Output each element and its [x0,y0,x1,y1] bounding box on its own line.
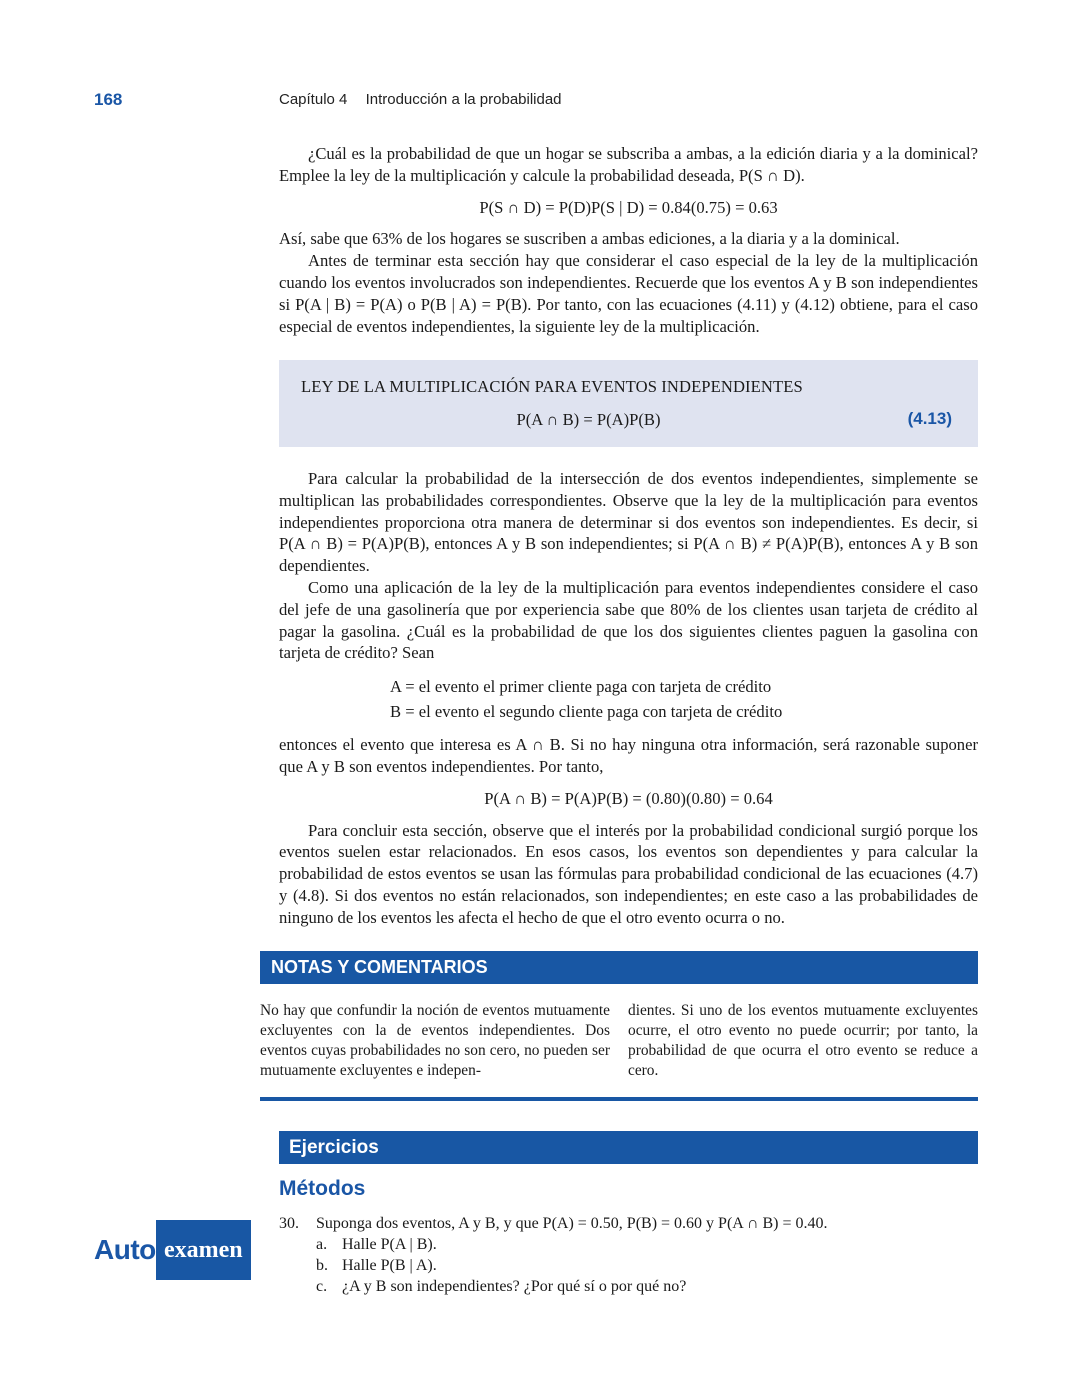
part-label: a. [316,1236,328,1253]
part-text: ¿A y B son independientes? ¿Por qué sí o por qué no? [342,1278,687,1295]
exercise-30 [279,1213,978,1297]
definition-b: B = el evento el segundo cliente paga con tarjeta de crédito [390,702,783,722]
paragraph: Como una aplicación de la ley de la multiplicación para eventos independientes considere el caso del jefe de una gasolinería que por experiencia sabe que 80% de los clientes usan tarjeta de crédito al pagar la gasolina. ¿Cuál es la probabilidad de que los dos siguientes clientes paguen la gasolina con tarjeta de crédito? Sean [279,577,978,663]
exercise-number: 30. [279,1215,299,1232]
equation: P(A ∩ B) = P(A)P(B) = (0.80)(0.80) = 0.64 [484,788,773,808]
notes-header: NOTAS Y COMENTARIOS [260,951,978,984]
formula-box-formula: P(A ∩ B) = P(A)P(B) [516,410,661,430]
equation-number: (4.13) [907,409,952,429]
paragraph: Para concluir esta sección, observe que el interés por la probabilidad condicional surgió porque los eventos suelen estar relacionados. En esos casos, los eventos son dependientes y para calcular la probabilidad de estos eventos se usan las fórmulas para probabilidad condicional de las ecuaciones (4.7) y (4.8). Si dos eventos no están relacionados, son independientes; en este caso a las probabilidades de ninguno de los eventos les afecta el hecho de que el otro evento ocurra o no. [279,820,978,927]
part-label: b. [316,1257,328,1274]
paragraph: ¿Cuál es la probabilidad de que un hogar se subscriba a ambas, a la edición diaria y a la dominical? Emplee la ley de la multiplicación y calcule la probabilidad deseada, P(S ∩ D). [279,144,978,185]
paragraph: Antes de terminar esta sección hay que considerar el caso especial de la ley de la multiplicación cuando los eventos involucrados son independientes. Recuerde que los eventos A y B son independientes si P(A | B) = P(A) o P(B | A) = P(B). Por tanto, con las ecuaciones (4.11) y (4.12) obtiene, para el caso especial de eventos independientes, la siguiente ley de la multiplicación. [279,251,978,336]
methods-heading: Métodos [279,1177,366,1200]
notes-divider [260,1097,978,1101]
paragraph: entonces el evento que interesa es A ∩ B. Si no hay ninguna otra información, será razonable suponer que A y B son eventos independientes. Por tanto, [279,735,978,776]
exercise-part [279,1234,978,1255]
definitions [390,674,978,724]
exercises-header: Ejercicios [279,1131,978,1164]
paragraph: Así, sabe que 63% de los hogares se suscriben a ambas ediciones, a la diaria y a la dominical. [279,229,900,249]
part-text: Halle P(A | B). [342,1236,437,1253]
exercise-text: Suponga dos eventos, A y B, y que P(A) = 0.50, P(B) = 0.60 y P(A ∩ B) = 0.40. [316,1215,828,1232]
page-number: 168 [94,90,123,109]
chapter-title: Introducción a la probabilidad [365,91,562,108]
equation: P(S ∩ D) = P(D)P(S | D) = 0.84(0.75) = 0.63 [479,197,778,217]
part-text: Halle P(B | A). [342,1257,437,1274]
formula-box-title: LEY DE LA MULTIPLICACIÓN PARA EVENTOS INDEPENDIENTES [301,377,803,397]
notes-body [260,1001,978,1081]
paragraph: Para calcular la probabilidad de la intersección de dos eventos independientes, simplemente se multiplican las probabilidades correspondientes. Observe que la ley de la multiplicación para eventos independientes proporciona otra manera de determinar si dos eventos son independientes. Es decir, si P(A ∩ B) = P(A)P(B), entonces A y B son independientes; si P(A ∩ B) ≠ P(A)P(B), entonces A y B son dependientes. [279,468,978,576]
chapter-label: Capítulo 4 [279,91,348,108]
notes-column-left: No hay que confundir la noción de eventos mutuamente excluyentes con la de eventos independientes. Dos eventos cuyas probabilidades no son cero, no pueden ser mutuamente excluyentes e indepen- [260,1002,610,1079]
autoexamen-badge [94,1220,251,1280]
main-text [279,143,978,929]
autoexamen-examen: examen [156,1220,251,1280]
running-head [279,91,562,108]
autoexamen-auto: Auto [94,1234,156,1265]
exercise-part [279,1276,978,1297]
definition-a: A = el evento el primer cliente paga con tarjeta de crédito [390,677,772,697]
exercise-part [279,1255,978,1276]
part-label: c. [316,1278,328,1295]
notes-column-right: dientes. Si uno de los eventos mutuamente excluyentes ocurre, el otro evento no puede ocurrir; por tanto, la probabilidad de que ocurra el otro evento se reduce a cero. [628,1002,978,1079]
formula-box [279,360,978,447]
